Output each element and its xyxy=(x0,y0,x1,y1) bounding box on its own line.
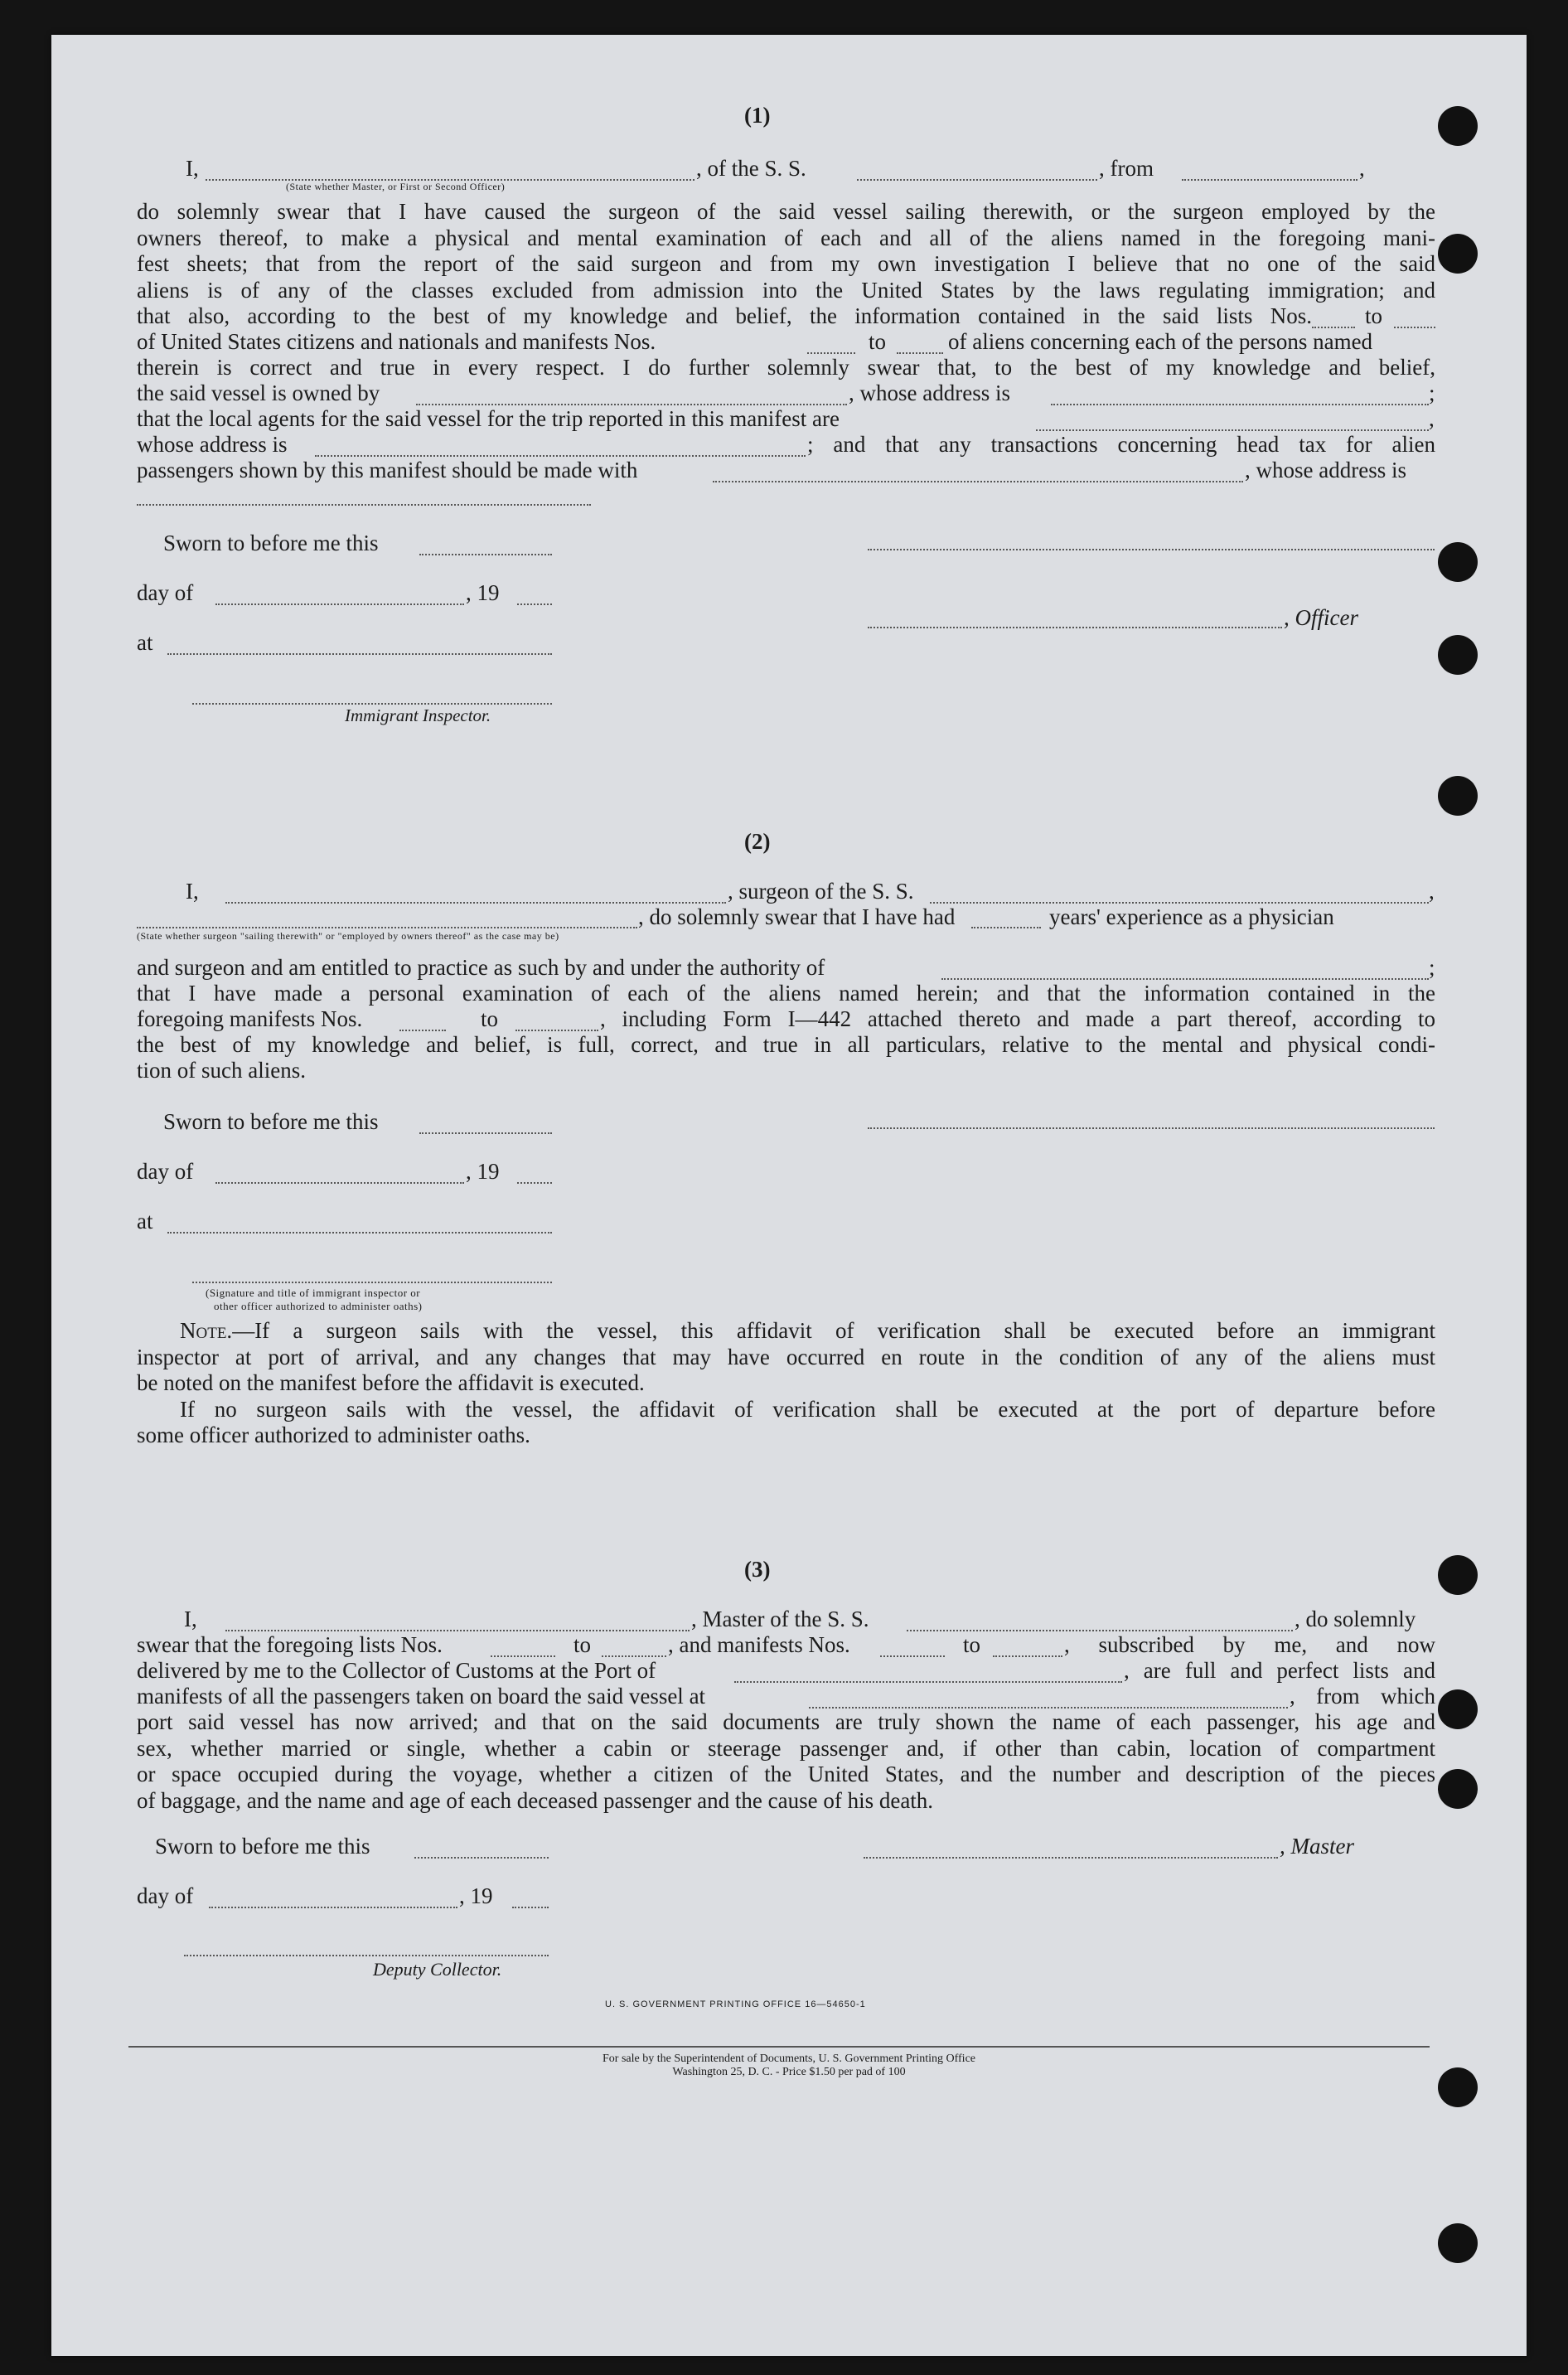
s2-surgeon-name-field[interactable] xyxy=(225,902,726,904)
s3-year-label: , 19 xyxy=(459,1883,493,1908)
s3-lists-from-field[interactable] xyxy=(491,1655,555,1657)
s3-body-line: sex, whether married or single, whether a cabin or steerage passenger and, if other than cabin, location of compartment xyxy=(137,1735,1435,1761)
note-line: —If a surgeon sails with the vessel, this affidavit of verification shall be executed before an immigrant xyxy=(232,1318,1435,1343)
s2-years-label: years' experience as a physician xyxy=(1049,904,1334,929)
s2-comma: , xyxy=(1429,879,1435,904)
s1-whose-rest: ; and that any transactions concerning head tax for alien xyxy=(807,432,1435,457)
s3-manifests-to-field[interactable] xyxy=(993,1655,1062,1657)
s2-note xyxy=(137,1318,1435,1449)
s2-year-label: , 19 xyxy=(466,1159,500,1184)
s2-foregoing-rest: , including Form I—442 attached thereto and made a part thereof, according to xyxy=(600,1006,1435,1031)
s3-manifests-to: to xyxy=(963,1632,981,1657)
note2-line: If no surgeon sails with the vessel, the affidavit of verification shall be executed at the port of departure before xyxy=(180,1396,1435,1422)
s1-body-line: owners thereof, to make a physical and mental examination of each and all of the aliens named in the foregoing mani- xyxy=(137,225,1435,250)
punch-hole xyxy=(1438,234,1478,274)
s3-body-line: port said vessel has now arrived; and that on the said documents are truly shown the name of each passenger, his age and xyxy=(137,1709,1435,1734)
section-1-number: (1) xyxy=(744,103,771,128)
section-3-number: (3) xyxy=(744,1557,771,1582)
printing-office-line: U. S. GOVERNMENT PRINTING OFFICE 16—54650-1 xyxy=(605,1999,866,2009)
s2-surgeon-label: , surgeon of the S. S. xyxy=(728,879,914,904)
s2-at-field[interactable] xyxy=(167,1232,552,1234)
s1-head-tax-address-field[interactable] xyxy=(137,504,591,506)
section-2-number: (2) xyxy=(744,829,771,854)
sale-line-2: Washington 25, D. C. - Price $1.50 per pad of 100 xyxy=(672,2066,906,2078)
punch-hole xyxy=(1438,1769,1478,1809)
s3-master-signature-line[interactable] xyxy=(864,1857,1278,1859)
punch-hole xyxy=(1438,1555,1478,1595)
s2-foregoing-to: to xyxy=(481,1006,499,1031)
s2-years-field[interactable] xyxy=(971,927,1041,928)
s2-surgeon-status-field[interactable] xyxy=(137,927,637,928)
s3-do-solemnly: , do solemnly xyxy=(1295,1607,1416,1631)
s2-exam-line: that I have made a personal examination of each of the aliens named herein; and that the information contained in the xyxy=(137,981,1435,1006)
s1-body-line: fest sheets; that from the report of the said surgeon and from my own investigation I believe that no one of the said xyxy=(137,251,1435,276)
s3-vessel-field[interactable] xyxy=(907,1630,1293,1631)
s3-i-label: I, xyxy=(184,1607,197,1631)
s2-manifests-to-field[interactable] xyxy=(515,1030,598,1031)
footer-rule xyxy=(128,2046,1430,2048)
s1-lists-text: that also, according to the best of my knowledge and belief, the information contained in the said lists Nos. xyxy=(137,303,1312,328)
s3-body-line: of baggage, and the name and age of each deceased passenger and the cause of his death. xyxy=(137,1787,934,1813)
s2-swear-label: , do solemnly swear that I have had xyxy=(638,904,956,929)
s1-head-tax-field[interactable] xyxy=(713,481,1243,482)
s2-vessel-field[interactable] xyxy=(930,902,1429,904)
s1-i-label: I, xyxy=(186,156,199,181)
s1-sworn-date-field[interactable] xyxy=(419,554,552,555)
s1-body xyxy=(137,199,1435,303)
s1-lists-from-field[interactable] xyxy=(1312,327,1355,328)
s1-correct-line: therein is correct and true in every respect. I do further solemnly swear that, to the best of my knowledge and belief, xyxy=(137,355,1435,380)
s3-body-line: or space occupied during the voyage, whether a citizen of the United States, and the number and description of the pieces xyxy=(137,1762,1435,1786)
s1-agents-end: , xyxy=(1429,406,1435,431)
s1-owner-address-field[interactable] xyxy=(1051,404,1429,405)
s2-sworn-label: Sworn to before me this xyxy=(163,1109,379,1134)
s2-authority-field[interactable] xyxy=(941,978,1429,980)
s2-foregoing-text: foregoing manifests Nos. xyxy=(137,1006,363,1031)
s2-sworn-date-field[interactable] xyxy=(419,1132,552,1134)
s2-day-of-field[interactable] xyxy=(215,1182,464,1184)
s1-passengers-rest: , whose address is xyxy=(1245,458,1406,482)
sale-line-1: For sale by the Superintendent of Documents, U. S. Government Printing Office xyxy=(603,2053,975,2065)
s2-sig-note-1: (Signature and title of immigrant inspector or xyxy=(206,1287,421,1299)
s1-sworn-label: Sworn to before me this xyxy=(163,531,379,555)
s1-owner-field[interactable] xyxy=(416,404,847,405)
s3-deputy-label: Deputy Collector. xyxy=(373,1959,502,1980)
s2-authority-end: ; xyxy=(1429,955,1435,980)
note2-line: some officer authorized to administer oaths. xyxy=(137,1423,530,1447)
s1-agents-field[interactable] xyxy=(1036,429,1429,431)
s1-lists-to-field[interactable] xyxy=(1394,327,1435,328)
s3-day-of-label: day of xyxy=(137,1883,194,1908)
s1-day-of-field[interactable] xyxy=(215,603,464,605)
s1-from-label: , from xyxy=(1099,156,1154,181)
s2-best-line: the best of my knowledge and belief, is full, correct, and true in all particulars, relative to the mental and physical condi- xyxy=(137,1032,1435,1057)
s1-lists-to: to xyxy=(1365,303,1383,328)
s2-authority-text: and surgeon and am entitled to practice as such by and under the authority of xyxy=(137,955,825,980)
s1-manifests-from-field[interactable] xyxy=(807,352,855,354)
s3-boarding-port-field[interactable] xyxy=(809,1707,1288,1709)
s1-year-label: , 19 xyxy=(466,580,500,605)
note-label: Note. xyxy=(180,1318,233,1343)
note-line: be noted on the manifest before the affidavit is executed. xyxy=(137,1370,645,1395)
s1-owned-text: the said vessel is owned by xyxy=(137,380,380,405)
s1-manifests-to-field[interactable] xyxy=(897,352,943,354)
punch-hole xyxy=(1438,635,1478,675)
s1-agents-text: that the local agents for the said vessel for the trip reported in this manifest are xyxy=(137,406,840,431)
s3-lists-to-field[interactable] xyxy=(602,1655,666,1657)
s1-at-field[interactable] xyxy=(167,653,552,655)
s2-sig-note-2: other officer authorized to administer oaths) xyxy=(214,1300,423,1312)
s1-manifests-to: to xyxy=(869,329,887,354)
punch-hole xyxy=(1438,106,1478,146)
s1-agents-address-field[interactable] xyxy=(315,455,806,457)
punch-hole xyxy=(1438,1689,1478,1729)
s3-delivered-text: delivered by me to the Collector of Customs at the Port of xyxy=(137,1658,656,1683)
s2-tion-line: tion of such aliens. xyxy=(137,1058,306,1083)
s1-owned-end: ; xyxy=(1429,380,1435,405)
s2-at-label: at xyxy=(137,1209,153,1234)
s3-sworn-date-field[interactable] xyxy=(414,1857,549,1859)
s1-from-field[interactable] xyxy=(1182,179,1357,181)
s1-year-field[interactable] xyxy=(517,603,552,605)
s3-port-field[interactable] xyxy=(734,1681,1122,1683)
s3-master-sig-label: , Master xyxy=(1280,1834,1354,1859)
s1-manifests-rest: of aliens concerning each of the persons named xyxy=(948,329,1373,354)
s3-body xyxy=(137,1709,1435,1814)
s3-sworn-label: Sworn to before me this xyxy=(155,1834,370,1859)
s3-lists-text: swear that the foregoing lists Nos. xyxy=(137,1632,443,1657)
s2-year-field[interactable] xyxy=(517,1182,552,1184)
s2-i-label: I, xyxy=(186,879,199,904)
s1-body-line: do solemnly swear that I have caused the surgeon of the said vessel sailing therewith, or the surgeon employed by the xyxy=(137,199,1435,224)
s1-at-label: at xyxy=(137,630,153,655)
s3-manifests-text: , and manifests Nos. xyxy=(668,1632,850,1657)
form-page xyxy=(51,35,1527,2356)
punch-hole xyxy=(1438,542,1478,582)
s3-day-of-field[interactable] xyxy=(209,1907,457,1908)
s1-inspector-label: Immigrant Inspector. xyxy=(345,705,491,725)
s1-comma: , xyxy=(1359,156,1365,181)
s1-manifests-text: of United States citizens and nationals and manifests Nos. xyxy=(137,329,656,354)
s1-day-of-label: day of xyxy=(137,580,194,605)
s3-manifests-line-text: manifests of all the passengers taken on board the said vessel at xyxy=(137,1684,706,1709)
s1-whose-text: whose address is xyxy=(137,432,288,457)
s2-inspector-signature-line[interactable] xyxy=(192,1282,552,1283)
s1-of-ss-label: , of the S. S. xyxy=(696,156,806,181)
s3-manifests-from-field[interactable] xyxy=(880,1655,945,1657)
s2-surgeon-note: (State whether surgeon "sailing therewith" or "employed by owners thereof" as the case may be) xyxy=(137,930,559,942)
s3-lists-to: to xyxy=(573,1632,592,1657)
s2-surgeon-signature-line[interactable] xyxy=(868,1127,1435,1129)
s3-delivered-rest: , are full and perfect lists and xyxy=(1124,1658,1435,1683)
s1-passengers-text: passengers shown by this manifest should be made with xyxy=(137,458,638,482)
s3-master-label: , Master of the S. S. xyxy=(691,1607,869,1631)
note-line: inspector at port of arrival, and any changes that may have occurred en route in the condition of any of the aliens must xyxy=(137,1344,1435,1369)
s1-officer-signature-line[interactable] xyxy=(868,549,1435,550)
s2-manifests-from-field[interactable] xyxy=(399,1030,446,1031)
s1-vessel-field[interactable] xyxy=(857,179,1097,181)
s1-body-line: aliens is of any of the classes excluded from admission into the United States by the laws regulating immigration; and xyxy=(137,277,1435,303)
s1-officer-note: (State whether Master, or First or Second Officer) xyxy=(286,181,506,192)
punch-hole xyxy=(1438,2223,1478,2263)
s1-owned-addr: , whose address is xyxy=(849,380,1010,405)
s3-subscribed: , subscribed by me, and now xyxy=(1064,1632,1435,1657)
punch-hole xyxy=(1438,776,1478,816)
s2-day-of-label: day of xyxy=(137,1159,194,1184)
s3-from-which: , from which xyxy=(1290,1684,1435,1709)
s3-year-field[interactable] xyxy=(512,1907,549,1908)
s1-officer-label: , Officer xyxy=(1284,605,1358,630)
s3-master-name-field[interactable] xyxy=(225,1630,690,1631)
s1-officer-title-field[interactable] xyxy=(868,627,1282,628)
